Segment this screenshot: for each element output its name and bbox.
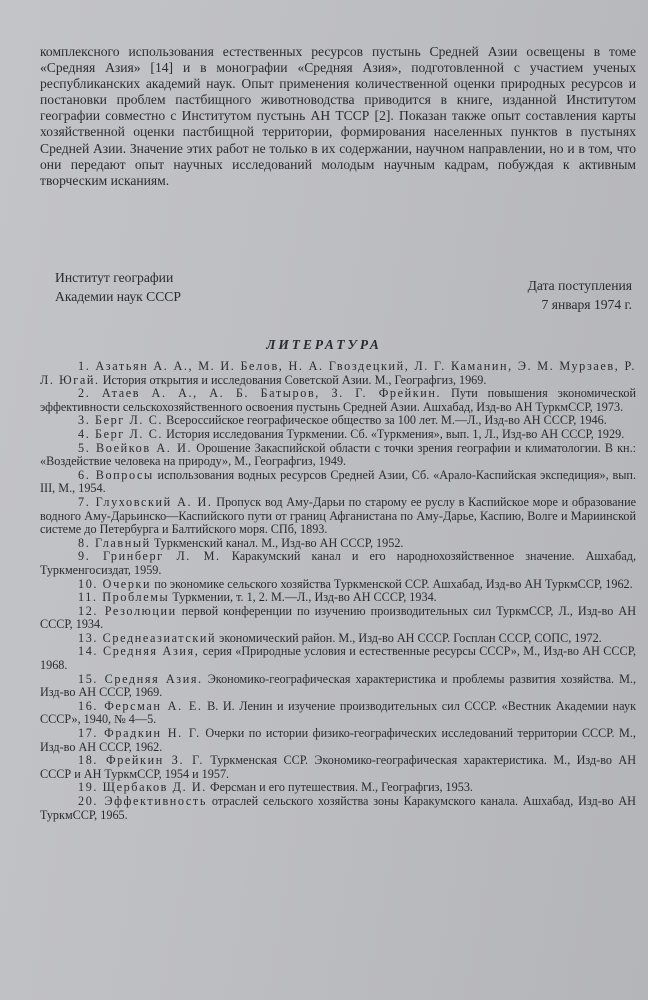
institution-line-1: Институт географии	[55, 270, 174, 285]
reference-author: 4. Берг Л. С.	[78, 426, 164, 441]
reference-item	[40, 645, 636, 672]
reference-text: по экономике сельского хозяйства Туркменской ССР. Ашхабад, Изд-во АН ТуркмССР, 1962.	[151, 576, 633, 591]
reference-text: В. И. Ленин и изучение производительных сил СССР. «Вестник Академии наук СССР», 1940, № 4—5.	[40, 698, 636, 727]
reference-author: 16. Ферсман А. Е.	[78, 698, 203, 713]
reference-text: Каракумский канал и его народнохозяйственное значение. Ашхабад, Туркменгосиздат, 1959.	[40, 549, 637, 577]
reference-item	[40, 469, 636, 496]
reference-text: Ферсман и его путешествия. М., Географгиз, 1953.	[206, 780, 473, 795]
reference-item	[40, 387, 636, 414]
received-date-block	[528, 276, 632, 314]
reference-text: Туркменский канал. М., Изд-во АН СССР, 1952.	[150, 535, 404, 550]
reference-text: История исследования Туркмении. Сб. «Туркмения», вып. 1, Л., Изд-во АН СССР, 1929.	[163, 426, 625, 441]
institution-line-2: Академии наук СССР	[55, 289, 181, 304]
reference-item	[40, 700, 636, 727]
received-date: 7 января 1974 г.	[541, 297, 632, 312]
reference-author: 8. Главный	[78, 535, 151, 550]
reference-text: серия «Природные условия и естественные ресурсы СССР», М., Изд-во АН СССР, 1968.	[40, 644, 636, 673]
reference-item	[40, 496, 636, 537]
reference-text: Пропуск вод Аму-Дарьи по старому ее руслу в Каспийское море и образование водного Аму-Дарьинско—Каспийского пути от границ Афганистана по Аму-Дарье, Каспию, Волге и Мариинской системе до Петербурга и Балтийского моря. СПб, 1893.	[40, 494, 637, 537]
institution-block	[55, 268, 305, 306]
references-heading: ЛИТЕРАТУРА	[266, 337, 382, 352]
reference-item	[40, 428, 636, 442]
reference-text: первой конференции по изучению производительных сил ТуркмССР, Л., Изд-во АН СССР, 1934.	[40, 603, 636, 632]
reference-text: История открытия и исследования Советской Азии. М., Географгиз, 1969.	[99, 372, 487, 387]
reference-author: 14. Средняя Азия,	[78, 644, 200, 659]
reference-author: 10. Очерки	[78, 576, 152, 591]
reference-author: 5. Воейков А. И.	[78, 440, 193, 455]
reference-text: Очерки по истории физико-географических исследований территории СССР. М., Изд-во АН СССР, 1962.	[40, 726, 636, 754]
reference-item	[40, 673, 636, 700]
intro-paragraph-block	[40, 44, 636, 189]
reference-text: использования водных ресурсов Средней Азии, Сб. «Арало-Каспийская экспедиция», вып. III, М., 1954.	[40, 467, 636, 496]
reference-author: 15. Средняя Азия.	[78, 671, 203, 686]
reference-author: 19. Щербаков Д. И.	[78, 780, 207, 795]
reference-item	[40, 591, 636, 605]
reference-author: 1. Азатьян А. А., М. И. Белов, Н. А. Гвоздецкий, Л. Г. Каманин, Э. М. Мурзаев, Р. Л. Югай.	[40, 359, 636, 387]
reference-item	[40, 360, 636, 387]
reference-text: Туркмении, т. 1, 2. М.—Л., Изд-во АН СССР, 1934.	[169, 590, 437, 605]
reference-author: 9. Гринберг Л. М.	[78, 549, 221, 564]
received-label: Дата поступления	[527, 278, 632, 293]
intro-paragraph: комплексного использования естественных ресурсов пустынь Средней Азии освещены в томе «Средняя Азия» [14] и в монографии «Средняя Азия», подготовленной с участием ученых республиканских академий наук. Опыт применения количественной оценки природных ресурсов и постановки проблем пастбищного животноводства приводится в книге, изданной Институтом географии совместно с Институтом пустынь АН ТССР [2]. Показан также опыт составления карты хозяйственной оценки пастбищной территории, формирования населенных пунктов в пустынях Средней Азии. Значение этих работ не только в их содержании, научном направлении, но и в том, что они передают опыт научных исследований молодым научным кадрам, побуждая к активным творческим исканиям.	[40, 44, 636, 188]
references-list	[40, 360, 636, 822]
reference-item	[40, 442, 636, 469]
reference-item	[40, 605, 636, 632]
reference-text: экономический район. М., Изд-во АН СССР. Госплан СССР, СОПС, 1972.	[216, 630, 602, 645]
reference-item	[40, 781, 636, 795]
reference-author: 12. Резолюции	[78, 603, 177, 618]
reference-author: 2. Атаев А. А., А. Б. Батыров, З. Г. Фрейкин.	[78, 386, 442, 401]
reference-author: 18. Фрейкин З. Г.	[78, 753, 205, 768]
reference-item	[40, 754, 636, 781]
reference-item	[40, 795, 636, 822]
reference-text: Пути повышения экономической эффективности сельскохозяйственного освоения пустынь Средней Азии. Ашхабад, Изд-во АН ТуркмССР, 1973.	[40, 386, 636, 414]
reference-text: отраслей сельского хозяйства зоны Каракумского канала. Ашхабад, Изд-во АН ТуркмССР, 1965.	[40, 794, 636, 822]
reference-text: Экономико-географическая характеристика и проблемы развития хозяйства. М., Изд-во АН СССР, 1969.	[40, 671, 636, 700]
reference-author: 20. Эффективность	[78, 794, 208, 808]
reference-author: 3. Берг Л. С.	[78, 413, 164, 428]
reference-author: 17. Фрадкин Н. Г.	[78, 726, 201, 741]
reference-item	[40, 632, 636, 646]
reference-item	[40, 414, 636, 428]
reference-item	[40, 537, 636, 551]
reference-item	[40, 578, 636, 592]
reference-item	[40, 727, 636, 754]
reference-author: 13. Среднеазиатский	[78, 630, 217, 645]
reference-author: 7. Глуховский А. И.	[78, 494, 213, 509]
reference-item	[40, 550, 636, 577]
reference-text: Всероссийское географическое общество за 100 лет. М.—Л., Изд-во АН СССР, 1946.	[163, 413, 607, 428]
reference-author: 11. Проблемы	[78, 590, 170, 605]
reference-text: Туркменская ССР. Экономико-географическая характеристика. М., Изд-во АН СССР и АН ТуркмССР, 1954 и 1957.	[40, 753, 636, 781]
reference-author: 6. Вопросы	[78, 467, 154, 482]
reference-text: Орошение Закаспийской области с точки зрения географии и климатологии. В кн.: «Воздействие человека на природу», М., Географгиз, 1949.	[40, 440, 637, 469]
